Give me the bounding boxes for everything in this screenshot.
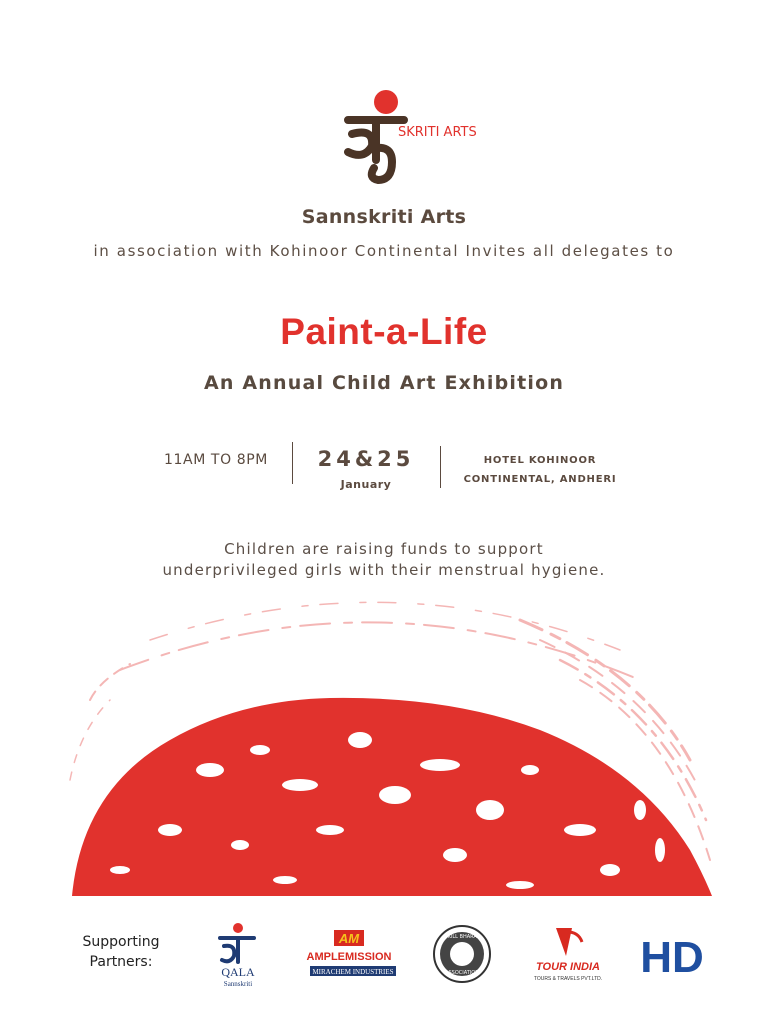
svg-text:Sannskriti: Sannskriti bbox=[223, 980, 253, 988]
qala-logo bbox=[210, 922, 266, 990]
hd-logo bbox=[636, 928, 712, 980]
svg-text:HD: HD bbox=[640, 933, 704, 982]
partners-label-line: Supporting bbox=[82, 934, 160, 950]
event-dates: 24&25 bbox=[317, 447, 415, 471]
event-venue bbox=[452, 451, 628, 489]
red-brush-splash-graphic bbox=[0, 580, 768, 900]
skill-bharat-logo bbox=[432, 924, 492, 984]
venue-line: HOTEL KOHINOOR bbox=[483, 455, 597, 466]
partners-label-line: Partners: bbox=[89, 954, 153, 970]
divider bbox=[292, 442, 293, 484]
cause-line: underprivileged girls with their menstrual hygiene. bbox=[162, 561, 606, 579]
event-title: Paint-a-Life bbox=[280, 311, 488, 352]
event-time: 11AM TO 8PM bbox=[164, 452, 268, 468]
svg-text:TOURS & TRAVELS PVT.LTD.: TOURS & TRAVELS PVT.LTD. bbox=[533, 976, 603, 982]
invitation-line: in association with Kohinoor Continental Invites all delegates to bbox=[93, 242, 675, 260]
cause-line: Children are raising funds to support bbox=[224, 540, 544, 558]
event-month: January bbox=[340, 478, 392, 491]
organization-name: Sannskriti Arts bbox=[301, 206, 467, 228]
ample-mission-logo bbox=[296, 928, 402, 980]
divider bbox=[440, 446, 441, 488]
red-dot-icon bbox=[374, 90, 398, 114]
sannskriti-arts-logo bbox=[334, 88, 477, 188]
logo-text: SKRITI ARTS bbox=[398, 125, 477, 140]
svg-text:TOUR INDIA: TOUR INDIA bbox=[536, 961, 600, 973]
svg-text:AMPLEMISSION: AMPLEMISSION bbox=[306, 951, 392, 963]
event-subtitle: An Annual Child Art Exhibition bbox=[203, 372, 565, 394]
svg-text:AM: AM bbox=[338, 931, 360, 946]
svg-text:QALA: QALA bbox=[221, 965, 255, 979]
svg-text:SKILL BHARAT: SKILL BHARAT bbox=[444, 934, 480, 940]
svg-text:MIRACHEM INDUSTRIES: MIRACHEM INDUSTRIES bbox=[312, 968, 394, 976]
supporting-partners-label bbox=[66, 932, 176, 972]
svg-text:ASSOCIATION: ASSOCIATION bbox=[445, 970, 479, 976]
cause-statement bbox=[0, 539, 768, 581]
tour-india-logo bbox=[526, 922, 610, 984]
venue-line: CONTINENTAL, ANDHERI bbox=[463, 474, 617, 485]
